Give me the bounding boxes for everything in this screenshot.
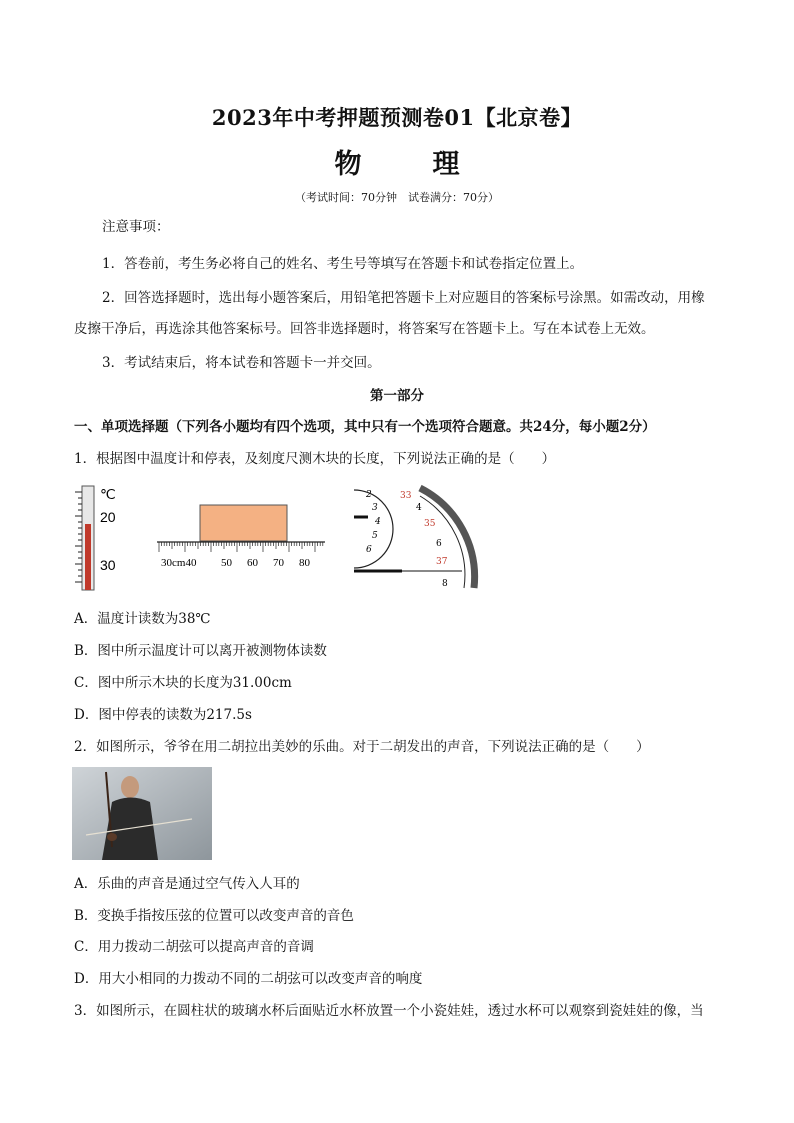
inner-label-2: 2 (366, 490, 372, 500)
ruler-label-80: 80 (299, 557, 310, 569)
ruler-label-30-40: 30cm40 (161, 557, 197, 569)
subject-title: 物 理 (334, 149, 482, 180)
inner-label-5: 5 (372, 531, 378, 541)
notice-heading: 注意事项： (102, 219, 170, 235)
outer-label-6: 6 (436, 539, 442, 549)
question-1-stem: 1．根据图中温度计和停表，及刻度尺测木块的长度，下列说法正确的是（ ） (74, 451, 556, 467)
ruler-label-70: 70 (273, 557, 284, 569)
thermometer-figure (70, 484, 130, 594)
notice-item-3: 3．考试结束后，将本试卷和答题卡一并交回。 (102, 355, 381, 371)
part-heading: 第一部分 (370, 388, 424, 404)
exam-title: 2023年中考押题预测卷01【北京卷】 (211, 105, 583, 130)
stopwatch-outer-dial (420, 488, 475, 588)
question-2-stem: 2．如图所示，爷爷在用二胡拉出美妙的乐曲。对于二胡发出的声音，下列说法正确的是（ ） (74, 739, 650, 755)
inner-label-3: 3 (372, 503, 378, 513)
ruler-figure (155, 504, 330, 574)
question-1-option-d: D．图中停表的读数为217.5s (74, 707, 252, 723)
question-2-option-d: D．用大小相同的力拨动不同的二胡弦可以改变声音的响度 (74, 971, 423, 987)
exam-info: （考试时间：70分钟 试卷满分：70分） (295, 191, 499, 204)
stopwatch-figure (350, 484, 480, 594)
outer-label-4: 4 (416, 503, 422, 513)
notice-item-1: 1．答卷前，考生务必将自己的姓名、考生号等填写在答题卡和试卷指定位置上。 (102, 256, 584, 272)
notice-item-2-cont: 皮擦干净后，再选涂其他答案标号。回答非选择题时，将答案写在答题卡上。写在本试卷上无效。 (74, 321, 655, 337)
question-2-option-a: A．乐曲的声音是通过空气传入人耳的 (74, 876, 300, 892)
notice-item-2: 2．回答选择题时，选出每小题答案后，用铅笔把答题卡上对应题目的答案标号涂黑。如需改动，用橡 (102, 290, 705, 306)
ruler-label-50: 50 (221, 557, 232, 569)
outer-label-33: 33 (400, 491, 412, 501)
thermometer-unit: ℃ (100, 486, 116, 502)
question-3-stem: 3．如图所示，在圆柱状的玻璃水杯后面贴近水杯放置一个小瓷娃娃，透过水杯可以观察到瓷娃娃的像，当 (74, 1003, 704, 1019)
question-1-option-a: A．温度计读数为38℃ (74, 611, 211, 627)
inner-label-6: 6 (366, 545, 372, 555)
thermometer-label-30: 30 (100, 557, 116, 573)
stopwatch-outer-scale (420, 496, 465, 588)
inner-label-4: 4 (375, 517, 381, 527)
question-1-option-c: C．图中所示木块的长度为31.00cm (74, 675, 292, 691)
question-1-option-b: B．图中所示温度计可以离开被测物体读数 (74, 643, 327, 659)
erhu-player-photo (72, 767, 212, 860)
outer-label-35: 35 (424, 519, 436, 529)
stopwatch-inner-dial (354, 490, 393, 568)
thermometer-label-20: 20 (100, 509, 116, 525)
outer-label-37: 37 (436, 557, 448, 567)
question-2-option-c: C．用力拨动二胡弦可以提高声音的音调 (74, 939, 314, 955)
thermometer-mercury (85, 524, 91, 590)
wooden-block (200, 505, 287, 541)
ruler-label-60: 60 (247, 557, 258, 569)
question-2-option-b: B．变换手指按压弦的位置可以改变声音的音色 (74, 908, 354, 924)
outer-label-8: 8 (442, 579, 448, 589)
section-heading: 一、单项选择题（下列各小题均有四个选项，其中只有一个选项符合题意。共24分，每小题2分） (74, 419, 656, 435)
